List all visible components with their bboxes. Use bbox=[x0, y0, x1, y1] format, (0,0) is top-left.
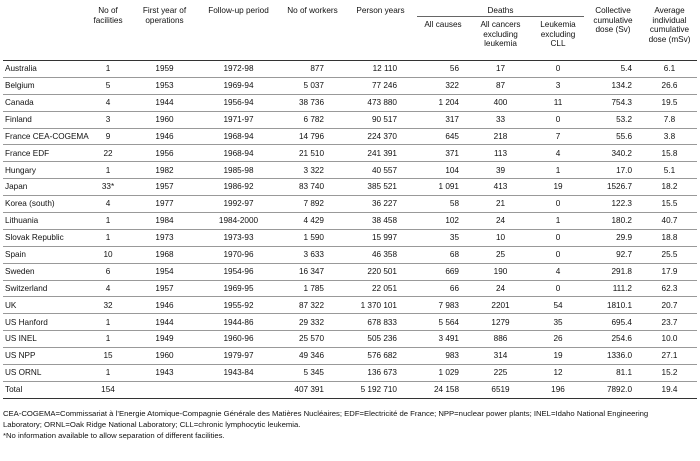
cell-country: UK bbox=[5, 300, 17, 310]
cell-person-years: 12 110 bbox=[372, 64, 397, 74]
cell-all-cancers: 413 bbox=[493, 182, 508, 192]
table-row bbox=[3, 77, 697, 94]
col-header-average-dose: Average individual cumulative dose (mSv) bbox=[648, 6, 691, 44]
cell-all-cancers: 17 bbox=[495, 64, 506, 74]
cell-person-years: 90 517 bbox=[371, 114, 397, 124]
cell-collective-dose: 134.2 bbox=[611, 81, 632, 91]
cell-collective-dose: 111.2 bbox=[612, 283, 632, 293]
cell-person-years: 241 391 bbox=[367, 148, 397, 158]
cell-all-causes: 104 bbox=[445, 165, 459, 175]
table-row bbox=[3, 263, 697, 280]
cell-followup: 1971-97 bbox=[223, 114, 254, 124]
cell-collective-dose: 29.9 bbox=[616, 233, 632, 243]
cell-first-year bbox=[133, 381, 196, 398]
cell-leukemia: 54 bbox=[553, 300, 563, 310]
cell-workers: 6 782 bbox=[303, 114, 324, 124]
col-header-collective-dose: Collective cumulative dose (Sv) bbox=[593, 6, 633, 34]
cell-person-years: 36 227 bbox=[371, 199, 397, 209]
col-header-all-cancers: All cancers excluding leukemia bbox=[480, 20, 521, 48]
cell-person-years: 77 246 bbox=[371, 81, 397, 91]
cell-all-cancers: 33 bbox=[495, 114, 506, 124]
cell-followup: 1969-94 bbox=[223, 81, 254, 91]
cell-first-year: 1984 bbox=[155, 216, 174, 226]
cell-person-years: 136 673 bbox=[367, 368, 397, 378]
cell-workers: 49 346 bbox=[298, 351, 324, 361]
cell-followup: 1954-96 bbox=[223, 266, 254, 276]
cell-all-causes: 56 bbox=[449, 64, 459, 74]
cell-workers: 14 796 bbox=[298, 131, 324, 141]
cell-average-dose: 15.8 bbox=[661, 148, 678, 158]
cell-leukemia: 1 bbox=[555, 216, 561, 226]
cell-all-causes: 68 bbox=[449, 249, 459, 259]
cell-facilities: 4 bbox=[105, 199, 111, 209]
cell-first-year: 1957 bbox=[155, 182, 174, 192]
cell-collective-dose: 1526.7 bbox=[606, 182, 632, 192]
cell-country: Spain bbox=[5, 249, 26, 259]
cell-leukemia: 1 bbox=[555, 165, 561, 175]
cell-first-year: 1960 bbox=[155, 351, 174, 361]
col-header-deaths: Deaths bbox=[417, 3, 584, 17]
cell-collective-dose: 340.2 bbox=[611, 148, 632, 158]
cell-collective-dose: 122.3 bbox=[611, 199, 632, 209]
col-header-first-year: First year of operations bbox=[142, 6, 187, 25]
cell-person-years: 473 880 bbox=[367, 97, 397, 107]
cell-collective-dose: 55.6 bbox=[616, 131, 632, 141]
cell-all-causes: 58 bbox=[449, 199, 459, 209]
cell-country: US INEL bbox=[5, 334, 37, 344]
cell-facilities: 6 bbox=[105, 266, 111, 276]
cell-average-dose: 27.1 bbox=[661, 351, 678, 361]
cell-facilities: 1 bbox=[105, 165, 111, 175]
cell-all-cancers: 218 bbox=[493, 131, 508, 141]
table-row bbox=[3, 61, 697, 78]
table-row bbox=[3, 331, 697, 348]
col-header-all-causes: All causes bbox=[424, 20, 462, 29]
cell-collective-dose: 291.8 bbox=[611, 266, 632, 276]
cell-leukemia: 0 bbox=[555, 114, 561, 124]
cell-followup: 1992-97 bbox=[223, 199, 254, 209]
cell-average-dose: 7.8 bbox=[663, 114, 676, 124]
cell-workers: 1 785 bbox=[303, 283, 324, 293]
cell-all-cancers: 314 bbox=[493, 351, 508, 361]
cell-workers: 877 bbox=[310, 64, 324, 74]
table-row bbox=[3, 196, 697, 213]
cell-first-year: 1973 bbox=[155, 233, 174, 243]
cell-all-cancers: 886 bbox=[493, 334, 508, 344]
cell-workers: 407 391 bbox=[294, 385, 324, 395]
cell-workers: 83 740 bbox=[298, 182, 324, 192]
col-header-followup: Follow-up period bbox=[208, 6, 269, 15]
cell-leukemia: 196 bbox=[551, 385, 565, 395]
table-footnotes bbox=[3, 408, 697, 441]
cell-country: Belgium bbox=[5, 81, 35, 91]
table-body bbox=[3, 61, 697, 399]
cell-all-causes: 3 491 bbox=[438, 334, 459, 344]
table-row bbox=[3, 94, 697, 111]
cell-all-causes: 322 bbox=[445, 81, 459, 91]
cell-facilities: 4 bbox=[105, 97, 111, 107]
cell-average-dose: 5.1 bbox=[663, 165, 676, 175]
cell-all-causes: 1 204 bbox=[438, 97, 459, 107]
cell-workers: 7 892 bbox=[303, 199, 324, 209]
cell-facilities: 3 bbox=[105, 114, 111, 124]
cell-average-dose: 18.8 bbox=[661, 233, 678, 243]
cell-collective-dose: 1336.0 bbox=[606, 351, 632, 361]
cell-first-year: 1944 bbox=[155, 317, 174, 327]
cell-country: US NPP bbox=[5, 351, 36, 361]
cell-all-causes: 645 bbox=[445, 131, 459, 141]
cell-country: Finland bbox=[5, 114, 32, 124]
cell-all-causes: 7 983 bbox=[438, 300, 459, 310]
cell-workers: 4 429 bbox=[303, 216, 324, 226]
cell-country: Switzerland bbox=[5, 283, 48, 293]
cell-average-dose: 17.9 bbox=[661, 266, 678, 276]
cell-leukemia: 0 bbox=[555, 249, 561, 259]
cell-first-year: 1959 bbox=[155, 64, 174, 74]
cell-average-dose: 20.7 bbox=[661, 300, 678, 310]
col-header-person-years: Person years bbox=[356, 6, 405, 15]
cell-followup: 1986-92 bbox=[223, 182, 254, 192]
cell-all-causes: 669 bbox=[445, 266, 459, 276]
cell-all-causes: 1 029 bbox=[438, 368, 459, 378]
cell-followup: 1985-98 bbox=[223, 165, 254, 175]
cell-leukemia: 0 bbox=[555, 64, 561, 74]
cell-person-years: 385 521 bbox=[367, 182, 397, 192]
cell-all-cancers: 25 bbox=[495, 249, 506, 259]
cell-workers: 21 510 bbox=[298, 148, 324, 158]
cell-leukemia: 12 bbox=[553, 368, 563, 378]
cell-person-years: 22 051 bbox=[371, 283, 397, 293]
cell-followup: 1943-84 bbox=[223, 368, 254, 378]
footnote-asterisk: *No information available to allow separation of different facilities. bbox=[3, 431, 225, 440]
cell-country: Hungary bbox=[5, 165, 36, 175]
cell-country: Sweden bbox=[5, 266, 35, 276]
cell-average-dose: 23.7 bbox=[661, 317, 678, 327]
cell-workers: 87 322 bbox=[298, 300, 324, 310]
cell-person-years: 1 370 101 bbox=[360, 300, 397, 310]
cell-facilities: 15 bbox=[103, 351, 113, 361]
cell-leukemia: 26 bbox=[553, 334, 563, 344]
cell-followup: 1970-96 bbox=[223, 249, 254, 259]
cell-facilities: 1 bbox=[105, 64, 111, 74]
cell-country: France EDF bbox=[5, 148, 50, 158]
cell-country: US Hanford bbox=[5, 317, 48, 327]
table-row bbox=[3, 213, 697, 230]
cell-leukemia: 0 bbox=[555, 283, 561, 293]
cell-all-cancers: 1279 bbox=[491, 317, 510, 327]
cell-person-years: 505 236 bbox=[367, 334, 397, 344]
cell-all-cancers: 21 bbox=[495, 199, 506, 209]
cell-facilities: 32 bbox=[103, 300, 113, 310]
cell-person-years: 40 557 bbox=[371, 165, 397, 175]
cell-leukemia: 19 bbox=[553, 351, 563, 361]
cell-leukemia: 4 bbox=[555, 148, 561, 158]
cell-facilities: 1 bbox=[105, 334, 111, 344]
table-row bbox=[3, 145, 697, 162]
cell-followup: 1969-95 bbox=[223, 283, 254, 293]
cell-leukemia: 3 bbox=[555, 81, 561, 91]
cell-person-years: 15 997 bbox=[371, 233, 397, 243]
cell-average-dose: 40.7 bbox=[661, 216, 678, 226]
cell-all-cancers: 10 bbox=[495, 233, 506, 243]
cell-workers: 38 736 bbox=[298, 97, 324, 107]
cell-collective-dose: 92.7 bbox=[616, 249, 632, 259]
cell-person-years: 220 501 bbox=[367, 266, 397, 276]
cell-all-cancers: 39 bbox=[495, 165, 506, 175]
cell-facilities: 5 bbox=[105, 81, 111, 91]
cell-first-year: 1946 bbox=[155, 300, 174, 310]
cell-average-dose: 10.0 bbox=[661, 334, 678, 344]
cell-followup: 1979-97 bbox=[223, 351, 254, 361]
cell-country: Total bbox=[5, 385, 23, 395]
table-row bbox=[3, 246, 697, 263]
col-header-leukemia: Leukemia excluding CLL bbox=[540, 20, 576, 48]
cell-country: Slovak Republic bbox=[5, 233, 64, 243]
cell-first-year: 1977 bbox=[155, 199, 174, 209]
cell-first-year: 1960 bbox=[155, 114, 174, 124]
cell-followup: 1968-94 bbox=[223, 148, 254, 158]
cell-followup: 1972-98 bbox=[223, 64, 254, 74]
cell-workers: 3 322 bbox=[303, 165, 324, 175]
cell-all-causes: 66 bbox=[449, 283, 459, 293]
cell-collective-dose: 695.4 bbox=[611, 317, 632, 327]
table-row bbox=[3, 229, 697, 246]
cell-average-dose: 62.3 bbox=[661, 283, 678, 293]
cell-first-year: 1954 bbox=[155, 266, 174, 276]
cell-country: Japan bbox=[5, 182, 28, 192]
cell-collective-dose: 1810.1 bbox=[606, 300, 632, 310]
table-row bbox=[3, 162, 697, 179]
cell-collective-dose: 17.0 bbox=[616, 165, 632, 175]
cell-person-years: 46 358 bbox=[371, 249, 397, 259]
cell-first-year: 1949 bbox=[155, 334, 174, 344]
cell-all-causes: 371 bbox=[445, 148, 459, 158]
cell-collective-dose: 81.1 bbox=[616, 368, 632, 378]
cell-first-year: 1957 bbox=[155, 283, 174, 293]
table-row bbox=[3, 314, 697, 331]
cell-first-year: 1968 bbox=[155, 249, 174, 259]
cell-followup: 1956-94 bbox=[223, 97, 254, 107]
cell-workers: 3 633 bbox=[303, 249, 324, 259]
worker-cohort-table bbox=[3, 3, 697, 399]
cell-average-dose: 3.8 bbox=[663, 131, 676, 141]
cell-followup: 1973-93 bbox=[223, 233, 254, 243]
cell-facilities: 33* bbox=[101, 182, 115, 192]
cell-all-cancers: 24 bbox=[495, 216, 506, 226]
cell-facilities: 1 bbox=[105, 317, 111, 327]
table-row bbox=[3, 280, 697, 297]
cell-person-years: 38 458 bbox=[371, 216, 397, 226]
cell-collective-dose: 254.6 bbox=[611, 334, 632, 344]
table-row bbox=[3, 111, 697, 128]
cell-workers: 1 590 bbox=[303, 233, 324, 243]
cell-all-cancers: 190 bbox=[493, 266, 508, 276]
cell-leukemia: 7 bbox=[555, 131, 561, 141]
cell-all-causes: 24 158 bbox=[433, 385, 459, 395]
cell-followup: 1960-96 bbox=[223, 334, 254, 344]
cell-followup: 1944-86 bbox=[223, 317, 254, 327]
cell-all-cancers: 113 bbox=[493, 148, 508, 158]
cell-followup: 1968-94 bbox=[223, 131, 254, 141]
cell-all-causes: 983 bbox=[445, 351, 459, 361]
cell-first-year: 1946 bbox=[155, 131, 174, 141]
cell-first-year: 1982 bbox=[155, 165, 174, 175]
cell-country: Lithuania bbox=[5, 216, 39, 226]
cell-all-causes: 35 bbox=[449, 233, 459, 243]
cell-collective-dose: 53.2 bbox=[616, 114, 632, 124]
cell-leukemia: 19 bbox=[553, 182, 563, 192]
cell-leukemia: 4 bbox=[555, 266, 561, 276]
cell-country: Korea (south) bbox=[5, 199, 55, 209]
cell-facilities: 10 bbox=[103, 249, 113, 259]
cell-facilities: 22 bbox=[103, 148, 113, 158]
cell-all-cancers: 6519 bbox=[491, 385, 510, 395]
cell-first-year: 1953 bbox=[155, 81, 174, 91]
cell-workers: 5 037 bbox=[303, 81, 324, 91]
cell-followup: 1955-92 bbox=[223, 300, 254, 310]
cell-person-years: 5 192 710 bbox=[360, 385, 397, 395]
cell-all-causes: 102 bbox=[445, 216, 459, 226]
cell-first-year: 1943 bbox=[155, 368, 174, 378]
cell-all-cancers: 87 bbox=[495, 81, 506, 91]
footnote-abbreviations: CEA-COGEMA=Commissariat à l’Energie Atomique-Compagnie Générale des Matières Nucléaires; EDF=Electricité de France; NPP=nuclear power plants; INEL=Idaho National Engineering bbox=[3, 409, 649, 418]
col-header-facility bbox=[3, 3, 83, 61]
cell-workers: 16 347 bbox=[298, 266, 324, 276]
cell-leukemia: 0 bbox=[555, 199, 561, 209]
cell-leukemia: 35 bbox=[553, 317, 563, 327]
cell-facilities: 1 bbox=[105, 368, 111, 378]
col-header-workers: No of workers bbox=[287, 6, 338, 15]
table-row bbox=[3, 348, 697, 365]
cell-all-cancers: 2201 bbox=[491, 300, 510, 310]
cell-facilities: 154 bbox=[101, 385, 115, 395]
cell-average-dose: 15.2 bbox=[661, 368, 678, 378]
cell-workers: 29 332 bbox=[298, 317, 324, 327]
footnote-abbreviations-cont: Laboratory; ORNL=Oak Ridge National Laboratory; CLL=chronic lymphocytic leukemia. bbox=[3, 420, 301, 429]
table-total-row bbox=[3, 381, 697, 398]
cell-facilities: 1 bbox=[105, 233, 111, 243]
cell-first-year: 1944 bbox=[155, 97, 174, 107]
cell-average-dose: 25.5 bbox=[661, 249, 678, 259]
cell-leukemia: 0 bbox=[555, 233, 561, 243]
cell-all-causes: 317 bbox=[445, 114, 459, 124]
cell-all-cancers: 400 bbox=[493, 97, 508, 107]
cell-person-years: 576 682 bbox=[367, 351, 397, 361]
cell-country: US ORNL bbox=[5, 368, 42, 378]
cell-workers: 25 570 bbox=[298, 334, 324, 344]
col-header-facilities: No of facilities bbox=[93, 6, 123, 25]
cell-average-dose: 6.1 bbox=[663, 64, 676, 74]
table-row bbox=[3, 365, 697, 382]
cell-followup bbox=[196, 381, 281, 398]
cell-followup: 1984-2000 bbox=[218, 216, 259, 226]
cell-facilities: 4 bbox=[105, 283, 111, 293]
cell-all-cancers: 225 bbox=[493, 368, 508, 378]
table-row bbox=[3, 297, 697, 314]
cell-collective-dose: 5.4 bbox=[620, 64, 632, 74]
cell-all-causes: 5 564 bbox=[438, 317, 459, 327]
cell-workers: 5 345 bbox=[303, 368, 324, 378]
cell-all-causes: 1 091 bbox=[438, 182, 459, 192]
cell-average-dose: 19.5 bbox=[661, 97, 678, 107]
cell-all-cancers: 24 bbox=[495, 283, 506, 293]
cell-collective-dose: 754.3 bbox=[611, 97, 632, 107]
table-row bbox=[3, 179, 697, 196]
cell-country: France CEA-COGEMA bbox=[5, 131, 89, 141]
cell-collective-dose: 180.2 bbox=[611, 216, 632, 226]
cell-average-dose: 19.4 bbox=[661, 385, 678, 395]
cell-average-dose: 15.5 bbox=[661, 199, 678, 209]
cell-average-dose: 26.6 bbox=[661, 81, 678, 91]
table-row bbox=[3, 128, 697, 145]
cell-facilities: 1 bbox=[105, 216, 111, 226]
cell-first-year: 1956 bbox=[155, 148, 174, 158]
cell-country: Australia bbox=[5, 64, 37, 74]
cell-country: Canada bbox=[5, 97, 34, 107]
cell-person-years: 224 370 bbox=[367, 131, 397, 141]
cell-leukemia: 11 bbox=[553, 97, 563, 107]
cell-collective-dose: 7892.0 bbox=[606, 385, 632, 395]
cell-person-years: 678 833 bbox=[367, 317, 397, 327]
cell-facilities: 9 bbox=[105, 131, 111, 141]
cell-average-dose: 18.2 bbox=[661, 182, 678, 192]
